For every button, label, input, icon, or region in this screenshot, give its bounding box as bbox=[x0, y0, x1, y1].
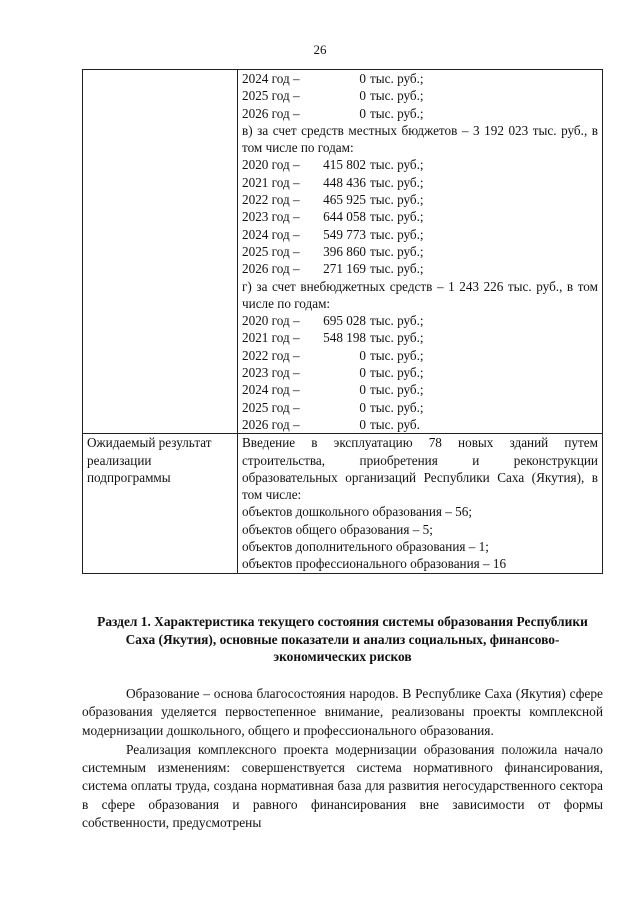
funding-amount: 0 тыс. руб.; bbox=[359, 347, 424, 363]
funding-year: 2026 год – bbox=[242, 105, 300, 121]
funding-year-line bbox=[242, 226, 598, 243]
funding-year: 2025 год – bbox=[242, 88, 300, 104]
result-intro: Введение в эксплуатацию 78 новых зданий путем строительства, приобретения и реконструкции образовательных организаций Республики Саха (Якутия), в том числе: bbox=[242, 435, 598, 503]
funding-amount: 0 тыс. руб.; bbox=[359, 382, 424, 398]
funding-amount: 396 860 тыс. руб.; bbox=[323, 243, 424, 259]
extra-budget-heading: г) за счет внебюджетных средств – 1 243 226 тыс. руб., в том числе по годам: bbox=[242, 278, 598, 311]
funding-year: 2024 год – bbox=[242, 226, 300, 242]
result-label: Ожидаемый результат реализации подпрограммы bbox=[83, 434, 238, 573]
result-row bbox=[83, 434, 603, 573]
funding-amount: 644 058 тыс. руб.; bbox=[323, 209, 424, 225]
funding-year-line bbox=[242, 416, 598, 433]
result-item: объектов дошкольного образования – 56; bbox=[242, 504, 473, 520]
funding-year: 2026 год – bbox=[242, 416, 300, 432]
funding-year-line bbox=[242, 399, 598, 416]
funding-year-line bbox=[242, 208, 598, 225]
funding-year: 2023 год – bbox=[242, 209, 300, 225]
result-items bbox=[242, 503, 598, 572]
funding-year-line bbox=[242, 312, 598, 329]
funding-year: 2020 год – bbox=[242, 157, 300, 173]
result-item: объектов дополнительного образования – 1; bbox=[242, 539, 489, 555]
funding-year-line bbox=[242, 105, 598, 122]
funding-amount: 0 тыс. руб.; bbox=[359, 105, 424, 121]
result-item: объектов профессионального образования – 16 bbox=[242, 556, 507, 572]
funding-amount: 0 тыс. руб.; bbox=[359, 88, 424, 104]
funding-year: 2022 год – bbox=[242, 347, 300, 363]
funding-top-lines bbox=[242, 70, 598, 122]
funding-year-line bbox=[242, 381, 598, 398]
funding-year-line bbox=[242, 87, 598, 104]
funding-year: 2024 год – bbox=[242, 382, 300, 398]
funding-year: 2020 год – bbox=[242, 313, 300, 329]
local-budget-heading: в) за счет средств местных бюджетов – 3 192 023 тыс. руб., в том числе по годам: bbox=[242, 122, 598, 156]
funding-year-line bbox=[242, 243, 598, 260]
funding-amount: 0 тыс. руб.; bbox=[359, 71, 424, 86]
funding-amount: 549 773 тыс. руб.; bbox=[323, 226, 424, 242]
funding-label-cell bbox=[83, 70, 238, 434]
page-number: 26 bbox=[313, 42, 327, 57]
funding-amount: 0 тыс. руб. bbox=[359, 416, 420, 432]
funding-amount: 448 436 тыс. руб.; bbox=[323, 174, 424, 190]
funding-year-line bbox=[242, 156, 598, 173]
local-budget-lines bbox=[242, 156, 598, 277]
funding-row bbox=[83, 70, 603, 434]
funding-year-line bbox=[242, 174, 598, 191]
extra-budget-lines bbox=[242, 312, 598, 433]
funding-amount: 695 028 тыс. руб.; bbox=[323, 313, 424, 329]
funding-year: 2021 год – bbox=[242, 330, 300, 346]
body-text bbox=[82, 685, 603, 832]
section-title: Раздел 1. Характеристика текущего состояния системы образования Республики Саха (Якутия), основные показатели и анализ социальных, финансово-экономических рисков bbox=[97, 614, 588, 664]
funding-year: 2026 год – bbox=[242, 261, 300, 277]
result-item: объектов общего образования – 5; bbox=[242, 521, 433, 537]
funding-year-line bbox=[242, 329, 598, 346]
funding-year-line bbox=[242, 260, 598, 277]
funding-amount: 415 802 тыс. руб.; bbox=[323, 157, 424, 173]
funding-year: 2024 год – bbox=[242, 71, 300, 86]
funding-year-line bbox=[242, 191, 598, 208]
result-value-cell bbox=[238, 434, 603, 573]
funding-amount: 465 925 тыс. руб.; bbox=[323, 192, 424, 208]
funding-year: 2025 год – bbox=[242, 399, 300, 415]
funding-year: 2025 год – bbox=[242, 243, 300, 259]
funding-amount: 0 тыс. руб.; bbox=[359, 399, 424, 415]
funding-amount: 271 169 тыс. руб.; bbox=[323, 261, 424, 277]
body-paragraph: Образование – основа благосостояния народов. В Республике Саха (Якутия) сфере образования уделяется первостепенное внимание, реализованы проекты комплексной модернизации дошкольного, общего и профессионального образования. bbox=[82, 686, 603, 738]
funding-amount: 548 198 тыс. руб.; bbox=[323, 330, 424, 346]
funding-year: 2022 год – bbox=[242, 192, 300, 208]
funding-amount: 0 тыс. руб.; bbox=[359, 365, 424, 381]
body-paragraph: Реализация комплексного проекта модернизации образования положила начало системным изменениям: совершенствуется система нормативного финансирования, система оплаты труда, создана нормативная база для развития негосударственного сектора в сфере образования и равного финансирования вне зависимости от формы собственности, предусмотрены bbox=[82, 741, 603, 831]
funding-year-line bbox=[242, 347, 598, 364]
funding-year: 2021 год – bbox=[242, 174, 300, 190]
funding-table bbox=[82, 69, 603, 574]
funding-value-cell bbox=[238, 70, 603, 434]
funding-year: 2023 год – bbox=[242, 365, 300, 381]
funding-year-line bbox=[242, 364, 598, 381]
funding-year-line bbox=[242, 70, 598, 87]
